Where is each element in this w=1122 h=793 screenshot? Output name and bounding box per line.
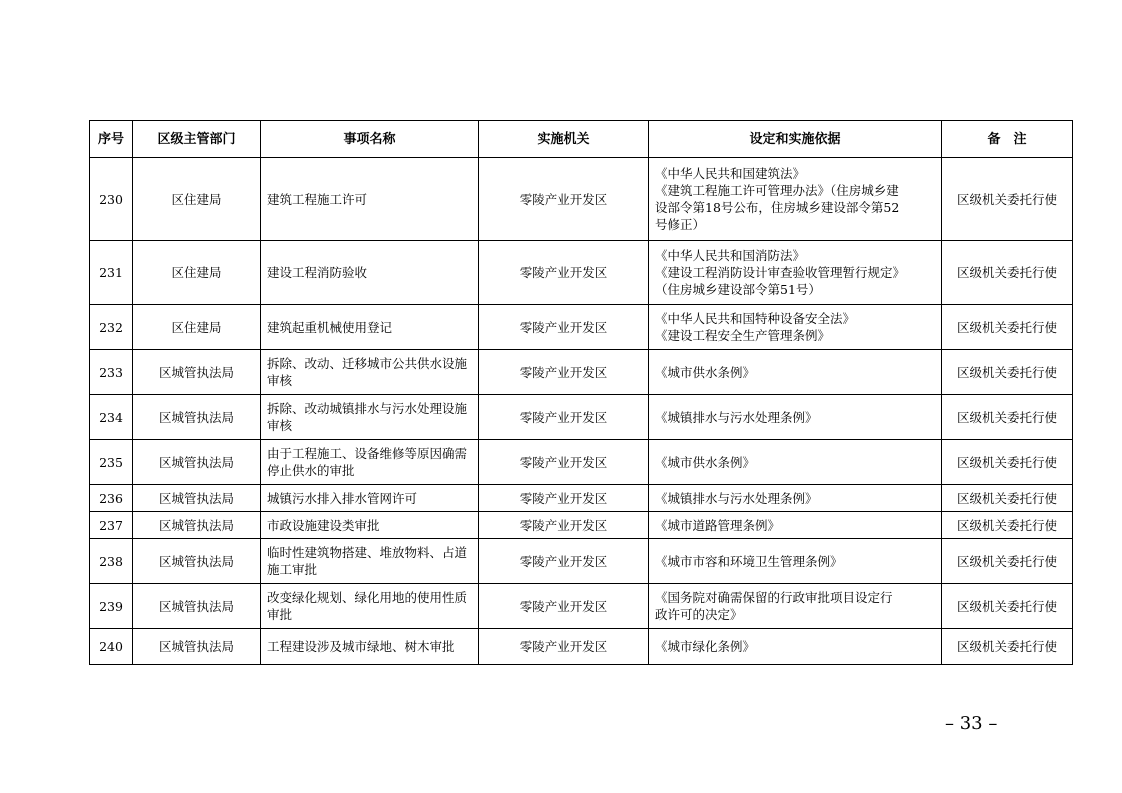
row-basis [649,158,942,241]
row-number: 231 [90,241,133,305]
basis-line: 《城市绿化条例》 [655,639,756,654]
row-dept: 区城管执法局 [133,395,261,440]
row-agency: 零陵产业开发区 [479,440,649,485]
row-note: 区级机关委托行使 [942,395,1073,440]
row-item: 由于工程施工、设备维修等原因确需停止供水的审批 [261,440,479,485]
header-no: 序号 [90,121,133,158]
table-row [90,629,1073,665]
basis-line: 《城市供水条例》 [655,454,756,470]
row-note: 区级机关委托行使 [942,350,1073,395]
basis-line: 《建筑工程施工许可管理办法》（住房城乡建 [655,183,899,198]
row-number: 237 [90,512,133,539]
table-row [90,395,1073,440]
basis-line: 《城市供水条例》 [655,364,756,380]
row-item: 建设工程消防验收 [261,241,479,305]
row-basis [649,440,942,485]
row-basis [649,629,942,665]
basis-line: 《城镇排水与污水处理条例》 [655,409,818,425]
row-item: 拆除、改动、迁移城市公共供水设施审核 [261,350,479,395]
row-dept: 区城管执法局 [133,350,261,395]
header-row [90,121,1073,158]
basis-line: 号修正） [655,217,706,232]
basis-line: 《城市道路管理条例》 [655,517,781,533]
row-note: 区级机关委托行使 [942,485,1073,512]
row-agency: 零陵产业开发区 [479,539,649,584]
row-note: 区级机关委托行使 [942,539,1073,584]
row-note: 区级机关委托行使 [942,629,1073,665]
row-basis [649,584,942,629]
table-row [90,539,1073,584]
row-item: 建筑工程施工许可 [261,158,479,241]
basis-line: 设部令第18号公布，住房城乡建设部令第52 [655,200,900,215]
header-basis: 设定和实施依据 [649,121,942,158]
row-basis [649,485,942,512]
page-number: – 33 – [945,713,998,734]
row-number: 240 [90,629,133,665]
row-number: 236 [90,485,133,512]
row-agency: 零陵产业开发区 [479,350,649,395]
row-number: 239 [90,584,133,629]
row-agency: 零陵产业开发区 [479,584,649,629]
row-item: 市政设施建设类审批 [261,512,479,539]
row-item: 建筑起重机械使用登记 [261,305,479,350]
table-row [90,305,1073,350]
items-table [89,120,1073,665]
row-number: 230 [90,158,133,241]
row-basis [649,395,942,440]
row-dept: 区城管执法局 [133,539,261,584]
row-item: 拆除、改动城镇排水与污水处理设施审核 [261,395,479,440]
row-dept: 区住建局 [133,158,261,241]
row-item: 城镇污水排入排水管网许可 [261,485,479,512]
row-number: 238 [90,539,133,584]
table-row [90,440,1073,485]
row-item: 工程建设涉及城市绿地、树木审批 [261,629,479,665]
row-note: 区级机关委托行使 [942,305,1073,350]
table-row [90,485,1073,512]
row-agency: 零陵产业开发区 [479,485,649,512]
header-note: 备 注 [942,121,1073,158]
basis-line: 《建设工程安全生产管理条例》 [655,328,831,343]
row-basis [649,539,942,584]
row-agency: 零陵产业开发区 [479,241,649,305]
row-agency: 零陵产业开发区 [479,629,649,665]
table-row [90,350,1073,395]
row-note: 区级机关委托行使 [942,241,1073,305]
row-basis [649,350,942,395]
row-note: 区级机关委托行使 [942,584,1073,629]
row-agency: 零陵产业开发区 [479,158,649,241]
table-row [90,158,1073,241]
basis-line: 《城市市容和环境卫生管理条例》 [655,553,843,569]
row-agency: 零陵产业开发区 [479,512,649,539]
row-basis [649,241,942,305]
row-dept: 区住建局 [133,305,261,350]
row-number: 233 [90,350,133,395]
row-basis [649,512,942,539]
basis-line: 《国务院对确需保留的行政审批项目设定行 [655,590,893,605]
row-dept: 区城管执法局 [133,629,261,665]
row-number: 232 [90,305,133,350]
basis-line: 《中华人民共和国特种设备安全法》 [655,311,856,326]
header-agency: 实施机关 [479,121,649,158]
header-dept: 区级主管部门 [133,121,261,158]
row-note: 区级机关委托行使 [942,512,1073,539]
basis-line: 政许可的决定》 [655,607,743,622]
row-item: 改变绿化规划、绿化用地的使用性质审批 [261,584,479,629]
basis-line: 《建设工程消防设计审查验收管理暂行规定》 [655,265,906,280]
row-dept: 区城管执法局 [133,485,261,512]
table-row [90,584,1073,629]
basis-line: 《城镇排水与污水处理条例》 [655,490,818,506]
row-dept: 区城管执法局 [133,584,261,629]
basis-line: （住房城乡建设部令第51号） [655,282,821,297]
basis-line: 《中华人民共和国消防法》 [655,248,806,263]
basis-line: 《中华人民共和国建筑法》 [655,166,806,181]
row-agency: 零陵产业开发区 [479,305,649,350]
table-row [90,241,1073,305]
row-dept: 区城管执法局 [133,440,261,485]
row-dept: 区城管执法局 [133,512,261,539]
row-note: 区级机关委托行使 [942,158,1073,241]
row-note: 区级机关委托行使 [942,440,1073,485]
row-item: 临时性建筑物搭建、堆放物料、占道施工审批 [261,539,479,584]
row-dept: 区住建局 [133,241,261,305]
row-agency: 零陵产业开发区 [479,395,649,440]
header-item: 事项名称 [261,121,479,158]
row-basis [649,305,942,350]
table-row [90,512,1073,539]
row-number: 234 [90,395,133,440]
row-number: 235 [90,440,133,485]
